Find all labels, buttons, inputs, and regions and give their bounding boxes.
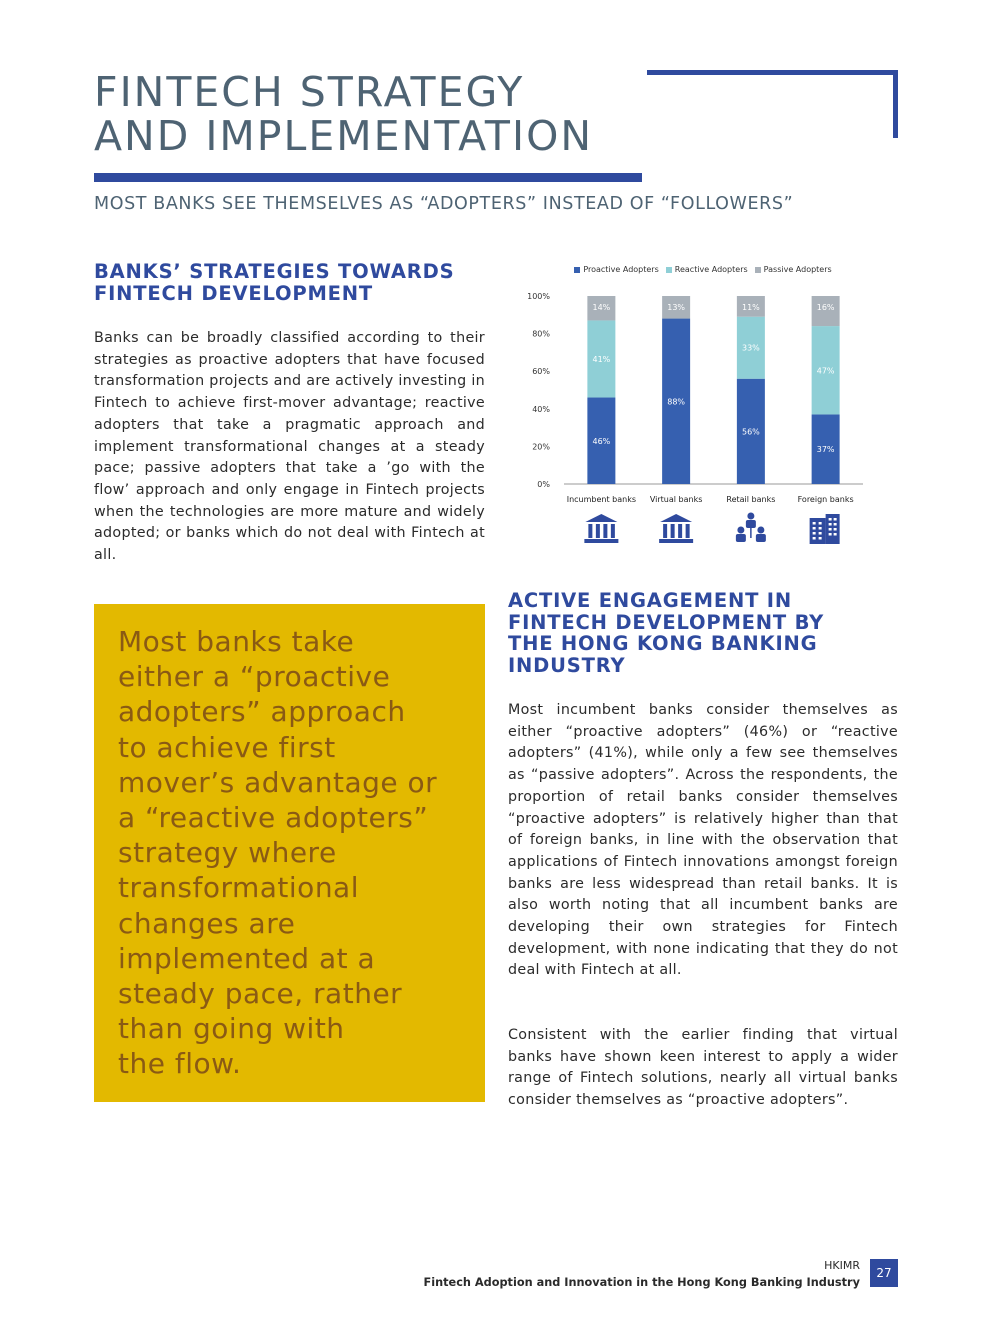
y-tick-label: 100%: [527, 292, 550, 301]
y-tick-label: 20%: [532, 442, 550, 452]
quote-line: changes are: [118, 906, 296, 940]
office-window-icon: [819, 532, 822, 535]
office-window-icon: [834, 533, 837, 536]
office-window-icon: [813, 537, 816, 540]
category-label: Incumbent banks: [566, 495, 637, 504]
page-number: 27: [870, 1259, 898, 1287]
quote-line: implemented at a: [118, 941, 376, 975]
bank-column-icon: [596, 524, 600, 538]
corner-frame-top: [647, 70, 898, 75]
person-body-icon: [756, 534, 766, 542]
section1-heading: [94, 261, 454, 304]
page-subtitle: MOST BANKS SEE THEMSELVES AS “ADOPTERS” INSTEAD OF “FOLLOWERS”: [94, 194, 794, 214]
bank-base-icon: [584, 539, 618, 543]
person-head-icon: [757, 527, 764, 534]
page-title-line-1: FINTECH STRATEGY: [94, 68, 525, 116]
office-window-icon: [813, 532, 816, 535]
bank-base-icon: [659, 539, 693, 543]
data-label: 13%: [667, 303, 686, 312]
data-label: 11%: [741, 303, 760, 312]
quote-line: the flow.: [118, 1047, 242, 1081]
category-label: Retail banks: [726, 495, 776, 504]
office-window-icon: [819, 537, 822, 540]
bank-column-icon: [611, 524, 615, 538]
office-window-icon: [834, 523, 837, 526]
bank-column-icon: [588, 524, 592, 538]
quote-line: strategy where: [118, 836, 337, 870]
bank-column-icon: [671, 524, 675, 538]
section2-paragraph-2: Consistent with the earlier finding that virtual banks have shown keen interest to apply a wider range of Fintech solutions, nearly all virtual banks consider themselves as “proactive adopters”.: [508, 1027, 898, 1109]
office-tower-icon: [826, 514, 840, 544]
data-label: 16%: [816, 303, 835, 312]
data-label: 46%: [592, 436, 611, 446]
office-tower-icon: [810, 518, 826, 544]
corner-frame-side: [893, 70, 898, 138]
footer-publication-title: Fintech Adoption and Innovation in the Hong Kong Banking Industry: [423, 1276, 860, 1289]
title-underline-bar: [94, 173, 642, 182]
data-label: 37%: [816, 445, 835, 455]
quote-text: [118, 624, 478, 1082]
office-window-icon: [834, 528, 837, 531]
section2-heading-line: FINTECH DEVELOPMENT BY: [508, 610, 825, 634]
office-window-icon: [829, 533, 832, 536]
data-label: 14%: [592, 303, 611, 312]
person-body-icon: [736, 534, 746, 542]
adopter-strategy-chart: [508, 258, 898, 553]
data-label: 88%: [667, 397, 686, 407]
title-block: [94, 70, 593, 158]
y-tick-label: 80%: [532, 329, 550, 339]
quote-line: mover’s advantage or: [118, 765, 438, 799]
person-head-icon: [747, 513, 754, 520]
section2-heading: [508, 590, 824, 676]
category-label: Virtual banks: [649, 495, 703, 504]
bank-column-icon: [603, 524, 607, 538]
office-window-icon: [819, 527, 822, 530]
person-body-icon: [746, 520, 756, 528]
quote-line: than going with: [118, 1012, 345, 1046]
office-window-icon: [834, 518, 837, 521]
quote-box: [94, 604, 485, 1102]
quote-line: Most banks take: [118, 625, 355, 658]
legend-label: Passive Adopters: [763, 265, 832, 274]
section1-heading-line: FINTECH DEVELOPMENT: [94, 281, 374, 305]
office-window-icon: [829, 528, 832, 531]
chart-plot: [508, 258, 898, 553]
bank-column-icon: [663, 524, 667, 538]
bank-column-icon: [678, 524, 682, 538]
office-window-icon: [829, 518, 832, 521]
office-window-icon: [813, 527, 816, 530]
page-title-line-2: AND IMPLEMENTATION: [94, 112, 594, 160]
section2-heading-line: ACTIVE ENGAGEMENT IN: [508, 589, 792, 612]
section1-heading-line: BANKS’ STRATEGIES TOWARDS: [94, 260, 455, 283]
data-label: 41%: [592, 354, 611, 364]
bank-roof-icon: [585, 514, 617, 522]
section2-heading-line: THE HONG KONG BANKING: [508, 632, 818, 655]
office-window-icon: [819, 522, 822, 525]
y-tick-label: 60%: [532, 367, 550, 377]
footer-org: HKIMR: [824, 1259, 860, 1272]
bank-roof-icon: [660, 514, 692, 522]
y-tick-label: 40%: [532, 404, 550, 414]
person-head-icon: [737, 527, 744, 534]
quote-line: to achieve first: [118, 730, 336, 764]
section2-paragraph-1: Most incumbent banks consider themselves as either “proactive adopters” (46%) or “reactive adopters” (41%), while only a few see themselves as “passive adopters”. Across the respondents, the proportion of retail banks consider themselves “proactive adopters” is relatively higher than that of foreign banks, in line with the observation that applications of Fintech innovations amongst foreign banks are less widespread than retail banks. It is also worth noting that all incumbent banks are developing their own strategies for Fintech development, with none indicating that they do not deal with Fintech at all.: [508, 702, 898, 979]
legend-label: Proactive Adopters: [583, 265, 659, 274]
office-window-icon: [813, 522, 816, 525]
quote-line: either a “proactive: [118, 660, 391, 694]
quote-line: adopters” approach: [118, 695, 406, 729]
office-window-icon: [829, 523, 832, 526]
data-label: 33%: [741, 343, 760, 353]
data-label: 56%: [741, 427, 760, 437]
quote-line: a “reactive adopters”: [118, 801, 429, 835]
y-tick-label: 0%: [537, 480, 550, 489]
quote-line: steady pace, rather: [118, 977, 403, 1011]
section1-body: Banks can be broadly classified according to their strategies as proactive adopters that have focused transformation projects and are actively investing in Fintech to achieve first-mover advantage; reactive adopters that take a pragmatic approach and implement transformational changes at a steady pace; passive adopters that take a ’go with the flow’ approach and only engage in Fintech projects when the technologies are more mature and widely adopted; or banks which do not deal with Fintech at all.: [94, 330, 485, 564]
bank-column-icon: [686, 524, 690, 538]
category-label: Foreign banks: [797, 495, 854, 504]
section2-heading-line: INDUSTRY: [508, 653, 626, 677]
legend-label: Reactive Adopters: [674, 265, 748, 274]
data-label: 47%: [816, 366, 835, 376]
quote-line: transformational: [118, 871, 359, 905]
